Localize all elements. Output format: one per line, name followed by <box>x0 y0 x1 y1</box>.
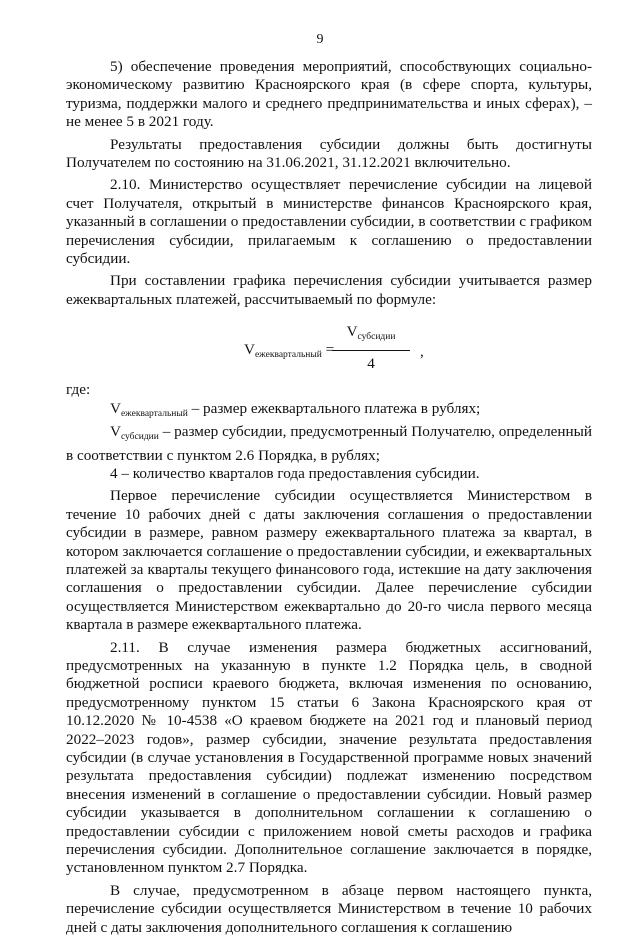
where-label: где: <box>66 381 91 399</box>
formula-denominator: 4 <box>367 354 375 372</box>
paragraph-last: В случае, предусмотренном в абзаце первом настоящего пункта, перечисление субсидии осуществляется Министерством в течение 10 рабочих дней с даты заключения дополнительного соглашения к соглашению <box>66 881 592 936</box>
paragraph-first-transfer: Первое перечисление субсидии осуществляется Министерством в течение 10 рабочих дней с даты заключения соглашения о предоставлении субсидии в размере, равном размеру ежеквартального платежа за квартал, в котором заключается соглашение о предоставлении субсидии, и ежеквартальных платежей за кварталы текущего финансового года, истекшие на дату заключения соглашения о предоставлении субсидии. Далее перечисление субсидии осуществляется Министерством ежеквартально до 20-го числа первого месяца квартала в размере ежеквартального платежа. <box>66 487 592 634</box>
page-number: 9 <box>316 32 324 47</box>
formula-numerator: $V_{субсидии}$ <box>332 323 410 350</box>
paragraph-schedule: При составлении графика перечисления субсидии учитывается размер ежеквартальных платежей, рассчитываемый по формуле: <box>66 272 592 308</box>
paragraph-results: Результаты предоставления субсидии должны быть достигнуты Получателем по состоянию на 31.06.2021, 31.12.2021 включительно. <box>66 135 592 172</box>
definition-quarterly: $V_{ежеквартальный}$ – размер ежеквартального платежа в рублях; <box>110 399 481 419</box>
paragraph-2-10: 2.10. Министерство осуществляет перечисление субсидии на лицевой счет Получателя, открытый в министерстве финансов Красноярского края, указанный в соглашении о предоставлении субсидии, в соответствии с графиком перечисления субсидии, прилагаемым к соглашению о предоставлении субсидии. <box>66 176 592 268</box>
definition-quarters: 4 – количество кварталов года предоставления субсидии. <box>110 464 480 482</box>
document-body <box>66 58 592 937</box>
definition-subsidy: $V_{субсидии}$ – размер субсидии, предусмотренный Получателю, определенный в соответствии с пунктом 2.6 Порядка, в рублях; <box>66 423 592 464</box>
paragraph-item-5: 5) обеспечение проведения мероприятий, способствующих социально-экономическому развитию Красноярского края (в сфере спорта, культуры, туризма, поддержки малого и среднего предпринимательства и иных сферах), – не менее 5 в 2021 году. <box>66 58 592 131</box>
formula-comma: , <box>420 343 424 361</box>
formula <box>66 321 592 375</box>
formula-fraction <box>332 323 410 373</box>
paragraph-2-11: 2.11. В случае изменения размера бюджетных ассигнований, предусмотренных на указанную в пункте 1.2 Порядка цель, в сводной бюджетной росписи краевого бюджета, включая изменения по основанию, предусмотренному пунктом 15 статьи 6 Закона Красноярского края от 10.12.2020 № 10-4538 «О краевом бюджете на 2021 год и плановый период 2022–2023 годов», размер субсидии, значение результата предоставления субсидии (в случае установления в Государственной программе новых значений результата предоставления субсидии) подлежат изменению посредством внесения изменений в соглашение о предоставлении субсидии. Новый размер субсидии указывается в дополнительном соглашении к соглашению о предоставлении субсидии с приложением новой сметы расходов и графика перечисления субсидии. Дополнительное соглашение заключается в порядке, установленном пунктом 2.7 Порядка. <box>66 638 592 877</box>
formula-lhs: $V_{ежеквартальный}$ = <box>244 341 335 361</box>
